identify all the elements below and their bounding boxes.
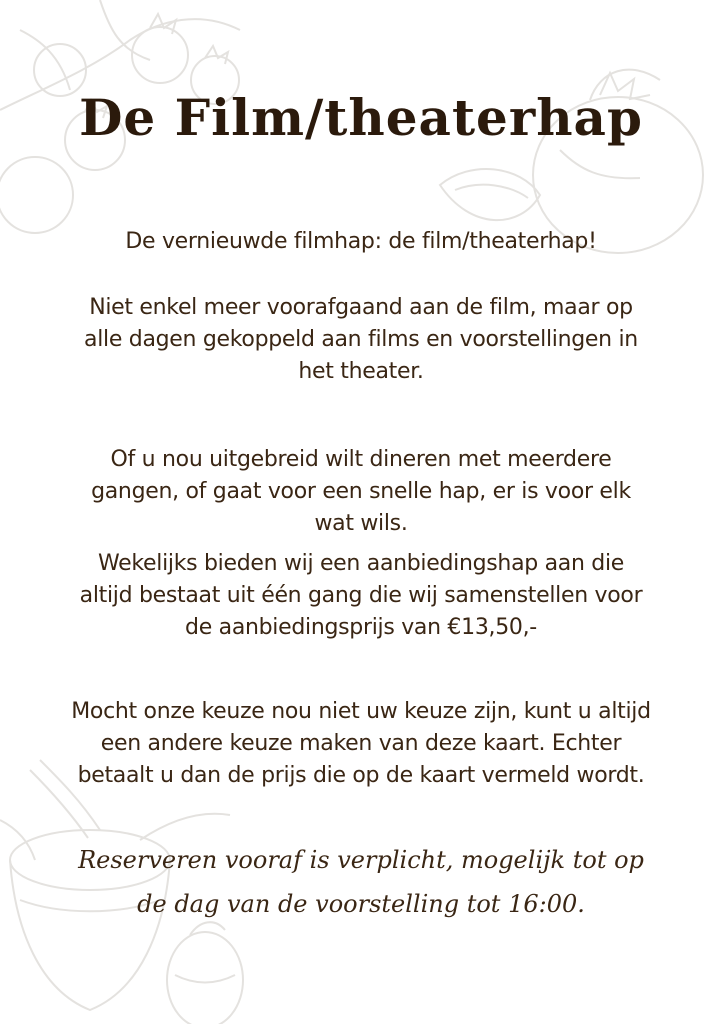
intro-paragraph: De vernieuwde filmhap: de film/theaterhap! bbox=[125, 229, 597, 254]
schedule-paragraph: Niet enkel meer voorafgaand aan de film, maar op alle dagen gekoppeld aan films en voorstellingen in het theater. bbox=[84, 295, 638, 384]
vegetable-illustration bbox=[167, 922, 243, 1024]
weekly-offer-paragraph: Wekelijks bieden wij een aanbiedingshap aan die altijd bestaat uit één gang die wij samenstellen voor de aanbiedingsprijs van €13,50,- bbox=[79, 551, 643, 640]
page-title: De Film/theaterhap bbox=[79, 88, 643, 147]
alternative-choice-paragraph: Mocht onze keuze nou niet uw keuze zijn, kunt u altijd een andere keuze maken van deze kaart. Echter betaalt u dan de prijs die op de kaart vermeld wordt. bbox=[71, 699, 651, 788]
reservation-note: Reserveren vooraf is verplicht, mogelijk tot op de dag van de voorstelling tot 16:00. bbox=[78, 846, 644, 918]
choice-paragraph: Of u nou uitgebreid wilt dineren met meerdere gangen, of gaat voor een snelle hap, er is voor elk wat wils. bbox=[91, 447, 631, 536]
